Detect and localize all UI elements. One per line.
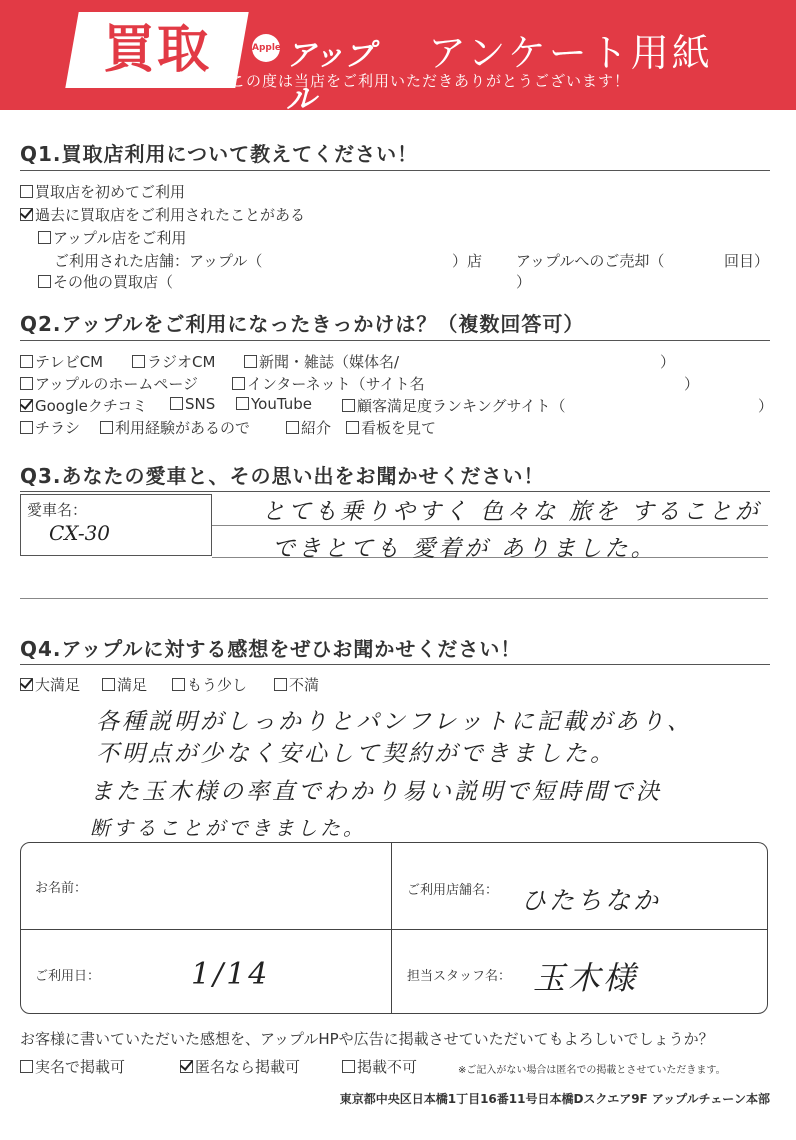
- q2-row3-close: ）: [758, 397, 774, 415]
- info-divider-vertical: [391, 843, 392, 1013]
- apple-logo: [252, 28, 402, 117]
- memory-line: [20, 598, 768, 599]
- q2-option-ranking-site[interactable]: 顧客満足度ランキングサイト（: [342, 395, 566, 416]
- q2-option-newspaper[interactable]: 新聞・雑誌（媒体名/: [244, 351, 399, 372]
- checkbox[interactable]: [274, 678, 287, 691]
- q2-option-youtube[interactable]: YouTube: [236, 395, 312, 413]
- footer-address: 東京都中央区日本橋1丁目16番11号日本橋Dスクエア9F アップルチェーン本部: [339, 1092, 770, 1106]
- checkbox[interactable]: [244, 355, 257, 368]
- q2-option-sns[interactable]: SNS: [170, 395, 215, 413]
- q2-option-signboard[interactable]: 看板を見て: [346, 417, 436, 438]
- apple-logo-icon: Apple: [252, 34, 280, 62]
- q1-sale-count-label: アップルへのご売却（: [516, 252, 665, 270]
- memory-text-line: とても乗りやすく 色々な 旅を することが: [262, 499, 761, 525]
- q4-heading: Q4.アップルに対する感想をぜひお聞かせください！: [20, 637, 522, 661]
- comment-text-line: 各種説明がしっかりとパンフレットに記載があり、: [96, 709, 693, 735]
- checkbox[interactable]: [38, 275, 51, 288]
- q1-heading: Q1.買取店利用について教えてください！: [20, 142, 419, 166]
- car-name-label: 愛車名：: [27, 501, 88, 519]
- checkbox[interactable]: [20, 355, 33, 368]
- survey-title: アンケート用紙: [428, 31, 713, 75]
- q2-option-prior-use[interactable]: 利用経験があるので: [100, 417, 250, 438]
- checkbox[interactable]: [132, 355, 145, 368]
- q2-row2-close: ）: [684, 375, 700, 393]
- name-field[interactable]: [111, 867, 381, 907]
- date-value[interactable]: 1/14: [191, 957, 271, 992]
- checkbox[interactable]: [100, 421, 113, 434]
- q2-option-flyer[interactable]: チラシ: [20, 417, 80, 438]
- staff-label: 担当スタッフ名：: [407, 969, 512, 984]
- checkbox-checked[interactable]: [20, 399, 33, 412]
- car-name-box[interactable]: [20, 494, 212, 556]
- consent-note: ※ご記入がない場合は匿名での掲載とさせていただきます。: [458, 1065, 726, 1076]
- q2-option-homepage[interactable]: アップルのホームページ: [20, 373, 198, 394]
- checkbox[interactable]: [38, 231, 51, 244]
- comment-text-line: また玉木様の率直でわかり易い説明で短時間で決: [90, 779, 662, 805]
- checkbox[interactable]: [342, 399, 355, 412]
- checkbox[interactable]: [20, 377, 33, 390]
- car-name-value: CX-30: [49, 521, 111, 545]
- q4-option-dissatisfied[interactable]: 不満: [274, 674, 319, 695]
- store-label: ご利用店舗名：: [407, 883, 499, 898]
- q1-option-apple-store[interactable]: アップル店をご利用: [38, 227, 186, 248]
- q1-option-other-store[interactable]: その他の買取店（: [38, 271, 173, 292]
- consent-option-decline[interactable]: 掲載不可: [342, 1056, 417, 1077]
- q1-option-used-before[interactable]: 過去に買取店をご利用されたことがある: [20, 204, 305, 225]
- q2-option-radio-cm[interactable]: ラジオCM: [132, 351, 215, 372]
- checkbox[interactable]: [20, 1060, 33, 1073]
- q2-option-tv-cm[interactable]: テレビCM: [20, 351, 103, 372]
- customer-info-box: [20, 842, 768, 1014]
- checkbox-checked[interactable]: [20, 678, 33, 691]
- comment-text-line: 不明点が少なく安心して契約ができました。: [96, 741, 616, 767]
- q3-heading: Q3.あなたの愛車と、その思い出をお聞かせください！: [20, 464, 545, 488]
- memory-text-line: できとても 愛着が ありました。: [272, 536, 657, 562]
- header-banner: [0, 0, 796, 117]
- header-title: 買取: [102, 20, 211, 80]
- q3-divider: [20, 491, 770, 492]
- info-divider-horizontal: [21, 929, 767, 930]
- consent-option-anonymous[interactable]: 匿名なら掲載可: [180, 1056, 300, 1077]
- header-title-badge: [65, 12, 248, 88]
- thanks-message: この度は当店をご利用いただきありがとうございます！: [230, 72, 631, 90]
- q1-store-used-label: ご利用された店舗：アップル（: [54, 252, 263, 270]
- q1-divider: [20, 170, 770, 171]
- checkbox[interactable]: [172, 678, 185, 691]
- checkbox[interactable]: [346, 421, 359, 434]
- consent-option-real-name[interactable]: 実名で掲載可: [20, 1056, 125, 1077]
- q2-heading: Q2.アップルをご利用になったきっかけは？（複数回答可）: [20, 312, 585, 336]
- q2-option-internet[interactable]: インターネット（サイト名: [232, 373, 425, 394]
- staff-value[interactable]: 玉木様: [533, 959, 639, 997]
- checkbox[interactable]: [170, 397, 183, 410]
- consent-question: お客様に書いていただいた感想を、アップルHPや広告に掲載させていただいてもよろしいでしょうか？: [20, 1030, 714, 1048]
- q1-sale-count-suffix: 回目）: [724, 252, 770, 270]
- date-label: ご利用日：: [35, 969, 101, 984]
- comment-text-line: 断することができました。: [90, 816, 366, 840]
- q4-option-very-satisfied[interactable]: 大満足: [20, 674, 80, 695]
- checkbox[interactable]: [102, 678, 115, 691]
- q1-other-close: ）: [516, 273, 532, 291]
- checkbox[interactable]: [236, 397, 249, 410]
- checkbox[interactable]: [20, 421, 33, 434]
- q4-option-somewhat[interactable]: もう少し: [172, 674, 247, 695]
- q2-divider: [20, 340, 770, 341]
- checkbox[interactable]: [342, 1060, 355, 1073]
- checkbox[interactable]: [286, 421, 299, 434]
- checkbox-checked[interactable]: [20, 208, 33, 221]
- checkbox[interactable]: [232, 377, 245, 390]
- brand-name: アップル: [286, 38, 374, 117]
- q1-option-first-time[interactable]: 買取店を初めてご利用: [20, 181, 185, 202]
- q2-option-google-reviews[interactable]: Googleクチコミ: [20, 395, 147, 416]
- q4-option-satisfied[interactable]: 満足: [102, 674, 147, 695]
- q4-divider: [20, 664, 770, 665]
- checkbox-checked[interactable]: [180, 1060, 193, 1073]
- q1-store-suffix: ）店: [452, 252, 483, 270]
- q2-option-referral[interactable]: 紹介: [286, 417, 331, 438]
- store-value[interactable]: ひたちなか: [521, 886, 662, 915]
- name-label: お名前：: [35, 881, 88, 896]
- checkbox[interactable]: [20, 185, 33, 198]
- q2-row1-close: ）: [660, 353, 676, 371]
